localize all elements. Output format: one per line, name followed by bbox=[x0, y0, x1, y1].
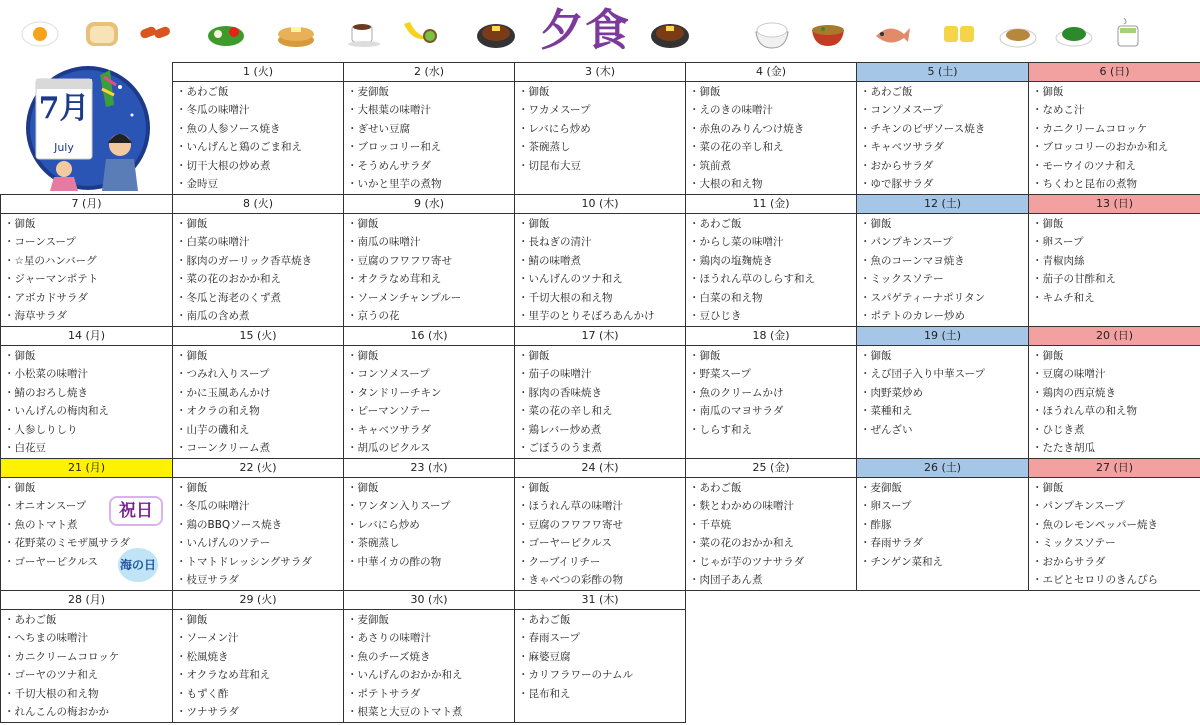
menu-item: ・ 茄子の甘酢和え bbox=[1032, 270, 1200, 288]
day-menu-cell bbox=[343, 610, 515, 723]
menu-item: ・ モーウイのツナ和え bbox=[1032, 157, 1200, 175]
menu-item: ・ いんげんのおかか和え bbox=[347, 666, 514, 684]
day-header: 31 (木) bbox=[514, 590, 686, 610]
menu-item: ・ 御飯 bbox=[176, 215, 343, 233]
menu-item: ・ コーンクリーム煮 bbox=[176, 439, 343, 457]
menu-item: ・ 御飯 bbox=[689, 83, 856, 101]
day-menu-cell bbox=[172, 214, 344, 327]
day-header: 21 (月) bbox=[0, 458, 173, 478]
menu-item: ・ 切昆布大豆 bbox=[518, 157, 685, 175]
menu-item: ・ 魚のトマト煮 bbox=[4, 516, 172, 534]
day-menu-cell bbox=[0, 214, 173, 327]
menu-item: ・ 白菜の味噌汁 bbox=[176, 233, 343, 251]
day-menu-cell bbox=[514, 82, 686, 195]
menu-item: ・ あわご飯 bbox=[689, 215, 856, 233]
menu-item: ・ 御飯 bbox=[4, 479, 172, 497]
menu-item: ・ アボカドサラダ bbox=[4, 289, 172, 307]
day-menu-cell bbox=[856, 82, 1029, 195]
green-tea-icon bbox=[1108, 14, 1148, 50]
menu-item: ・ キムチ和え bbox=[1032, 289, 1200, 307]
day-menu-cell bbox=[685, 478, 857, 591]
day-header: 25 (金) bbox=[685, 458, 857, 478]
menu-item: ・ そうめんサラダ bbox=[347, 157, 514, 175]
menu-item: ・ 豆腐の味噌汁 bbox=[1032, 365, 1200, 383]
menu-item: ・ 京うの花 bbox=[347, 307, 514, 325]
menu-item: ・ いんげんのツナ和え bbox=[518, 270, 685, 288]
day-header: 23 (水) bbox=[343, 458, 515, 478]
day-menu-cell bbox=[514, 610, 686, 723]
menu-item: ・ 花野菜のミモザ風サラダ bbox=[4, 534, 172, 552]
menu-item: ・ 御飯 bbox=[347, 479, 514, 497]
day-menu-cell bbox=[856, 346, 1029, 459]
day-header: 11 (金) bbox=[685, 194, 857, 214]
menu-item: ・ 冬瓜の味噌汁 bbox=[176, 497, 343, 515]
day-header: 5 (土) bbox=[856, 62, 1029, 82]
menu-item: ・ ゴーヤーピクルス bbox=[518, 534, 685, 552]
menu-item: ・ あわご飯 bbox=[4, 611, 172, 629]
menu-item: ・ キャベツサラダ bbox=[347, 421, 514, 439]
menu-item: ・ 麦御飯 bbox=[860, 479, 1028, 497]
menu-item: ・ ピーマンソテー bbox=[347, 402, 514, 420]
menu-item: ・ エビとセロリのきんぴら bbox=[1032, 571, 1200, 589]
menu-item: ・ 豆ひじき bbox=[689, 307, 856, 325]
menu-item: ・ ゴーヤのツナ和え bbox=[4, 666, 172, 684]
menu-item: ・ なめこ汁 bbox=[1032, 101, 1200, 119]
day-header: 24 (木) bbox=[514, 458, 686, 478]
menu-item: ・ あさりの味噌汁 bbox=[347, 629, 514, 647]
page-title: 夕食 bbox=[540, 5, 630, 56]
menu-item: ・ からし菜の味噌汁 bbox=[689, 233, 856, 251]
menu-item: ・ 豆腐のフワフワ寄せ bbox=[347, 252, 514, 270]
day-header: 8 (火) bbox=[172, 194, 344, 214]
day-header: 30 (水) bbox=[343, 590, 515, 610]
menu-item: ・ コンソメスープ bbox=[860, 101, 1028, 119]
menu-item: ・ 御飯 bbox=[347, 347, 514, 365]
menu-item: ・ あわご飯 bbox=[518, 611, 685, 629]
day-header: 18 (金) bbox=[685, 326, 857, 346]
menu-item: ・ オクラなめ茸和え bbox=[347, 270, 514, 288]
menu-item: ・ オクラなめ茸和え bbox=[176, 666, 343, 684]
menu-item: ・ 御飯 bbox=[518, 215, 685, 233]
menu-item: ・ ブロッコリー和え bbox=[347, 138, 514, 156]
day-header: 28 (月) bbox=[0, 590, 173, 610]
day-header: 10 (木) bbox=[514, 194, 686, 214]
menu-item: ・ スパゲティーナポリタン bbox=[860, 289, 1028, 307]
day-menu-cell bbox=[0, 478, 173, 591]
menu-item: ・ 春雨サラダ bbox=[860, 534, 1028, 552]
menu-item: ・ いんげんの梅肉和え bbox=[4, 402, 172, 420]
menu-item: ・ 鯖の味噌煮 bbox=[518, 252, 685, 270]
menu-item: ・ 鯖のおろし焼き bbox=[4, 384, 172, 402]
menu-item: ・ へちまの味噌汁 bbox=[4, 629, 172, 647]
menu-item: ・ 鶏のBBQソース焼き bbox=[176, 516, 343, 534]
menu-item: ・ 枝豆サラダ bbox=[176, 571, 343, 589]
menu-item: ・ 昆布和え bbox=[518, 685, 685, 703]
menu-item: ・ ブロッコリーのおかか和え bbox=[1032, 138, 1200, 156]
menu-item: ・ 白菜の和え物 bbox=[689, 289, 856, 307]
menu-item: ・ あわご飯 bbox=[689, 479, 856, 497]
menu-item: ・ 胡瓜のピクルス bbox=[347, 439, 514, 457]
menu-item: ・ 御飯 bbox=[689, 347, 856, 365]
menu-item: ・ 小松菜の味噌汁 bbox=[4, 365, 172, 383]
menu-item: ・ 鶏レバー炒め煮 bbox=[518, 421, 685, 439]
day-menu-cell bbox=[343, 346, 515, 459]
day-menu-cell bbox=[1028, 82, 1200, 195]
menu-item: ・ 御飯 bbox=[1032, 347, 1200, 365]
menu-item: ・ 豆腐のフワフワ寄せ bbox=[518, 516, 685, 534]
menu-item: ・ いんげんのソテー bbox=[176, 534, 343, 552]
day-header: 15 (火) bbox=[172, 326, 344, 346]
day-header: 26 (土) bbox=[856, 458, 1029, 478]
day-header: 19 (土) bbox=[856, 326, 1029, 346]
menu-item: ・ ごぼうのうま煮 bbox=[518, 439, 685, 457]
menu-item: ・ 麻婆豆腐 bbox=[518, 648, 685, 666]
menu-item: ・ タンドリーチキン bbox=[347, 384, 514, 402]
header bbox=[0, 0, 1200, 62]
menu-item: ・ 魚のクリームかけ bbox=[689, 384, 856, 402]
menu-item: ・ じゃが芋のツナサラダ bbox=[689, 553, 856, 571]
menu-item: ・ きゃべつの彩酢の物 bbox=[518, 571, 685, 589]
day-menu-cell bbox=[172, 610, 344, 723]
menu-item: ・ オクラの和え物 bbox=[176, 402, 343, 420]
menu-item: ・ 筑前煮 bbox=[689, 157, 856, 175]
menu-item: ・ 御飯 bbox=[1032, 215, 1200, 233]
menu-item: ・ ぎせい豆腐 bbox=[347, 120, 514, 138]
menu-item: ・ ほうれん草のしらす和え bbox=[689, 270, 856, 288]
menu-item: ・ 菜の花のおかか和え bbox=[176, 270, 343, 288]
menu-item: ・ ゆで豚サラダ bbox=[860, 175, 1028, 193]
menu-item: ・ しらす和え bbox=[689, 421, 856, 439]
day-header: 1 (火) bbox=[172, 62, 344, 82]
menu-item: ・ 野菜スープ bbox=[689, 365, 856, 383]
grilled-fish-icon bbox=[872, 14, 912, 50]
menu-item: ・ カリフラワーのナムル bbox=[518, 666, 685, 684]
day-menu-cell bbox=[1028, 346, 1200, 459]
menu-item: ・ 大根の和え物 bbox=[689, 175, 856, 193]
day-header: 4 (金) bbox=[685, 62, 857, 82]
menu-item: ・ ほうれん草の味噌汁 bbox=[518, 497, 685, 515]
menu-item: ・ 御飯 bbox=[1032, 83, 1200, 101]
menu-item: ・ いんげんと鶏のごま和え bbox=[176, 138, 343, 156]
month-english: July bbox=[54, 141, 74, 154]
menu-item: ・ チンゲン菜和え bbox=[860, 553, 1028, 571]
menu-item: ・ 麩とわかめの味噌汁 bbox=[689, 497, 856, 515]
menu-item: ・ 鶏肉の西京焼き bbox=[1032, 384, 1200, 402]
menu-item: ・ 青椒肉絲 bbox=[1032, 252, 1200, 270]
menu-item: ・ あわご飯 bbox=[860, 83, 1028, 101]
hamburg-steak-icon bbox=[476, 14, 516, 50]
menu-item: ・ ぜんざい bbox=[860, 421, 1028, 439]
menu-item: ・ 切干大根の炒め煮 bbox=[176, 157, 343, 175]
menu-item: ・ 卵スープ bbox=[1032, 233, 1200, 251]
menu-item: ・ 春雨スープ bbox=[518, 629, 685, 647]
menu-item: ・ ジャーマンポテト bbox=[4, 270, 172, 288]
day-menu-cell bbox=[0, 610, 173, 723]
day-header: 12 (土) bbox=[856, 194, 1029, 214]
day-header: 22 (火) bbox=[172, 458, 344, 478]
menu-item: ・ 卵スープ bbox=[860, 497, 1028, 515]
menu-item: ・ 冬瓜の味噌汁 bbox=[176, 101, 343, 119]
day-header: 7 (月) bbox=[0, 194, 173, 214]
menu-item: ・ 金時豆 bbox=[176, 175, 343, 193]
holiday-badge: 祝日 bbox=[109, 496, 163, 526]
menu-item: ・ トマトドレッシングサラダ bbox=[176, 553, 343, 571]
menu-item: ・ 御飯 bbox=[347, 215, 514, 233]
day-menu-cell bbox=[172, 346, 344, 459]
menu-item: ・ 肉野菜炒め bbox=[860, 384, 1028, 402]
rice-bowl-icon bbox=[752, 14, 792, 50]
menu-item: ・ 菜の花のおかか和え bbox=[689, 534, 856, 552]
day-menu-cell bbox=[856, 214, 1029, 327]
menu-item: ・ おからサラダ bbox=[1032, 553, 1200, 571]
day-header: 29 (火) bbox=[172, 590, 344, 610]
menu-item: ・ もずく酢 bbox=[176, 685, 343, 703]
menu-item: ・ 茄子の味噌汁 bbox=[518, 365, 685, 383]
menu-item: ・ ソーメンチャンプルー bbox=[347, 289, 514, 307]
menu-item: ・ 海草サラダ bbox=[4, 307, 172, 325]
menu-item: ・ カニクリームコロッケ bbox=[4, 648, 172, 666]
menu-item: ・ 人参しりしり bbox=[4, 421, 172, 439]
menu-item: ・ 御飯 bbox=[518, 83, 685, 101]
day-menu-cell bbox=[1028, 214, 1200, 327]
menu-calendar bbox=[0, 62, 1200, 725]
menu-item: ・ 里芋のとりそぼろあんかけ bbox=[518, 307, 685, 325]
pancake-icon bbox=[276, 14, 316, 50]
menu-item: ・ ミックスソテー bbox=[1032, 534, 1200, 552]
menu-item: ・ 御飯 bbox=[176, 479, 343, 497]
menu-item: ・ 御飯 bbox=[176, 347, 343, 365]
menu-item: ・ ゴーヤーピクルス bbox=[4, 553, 172, 571]
menu-item: ・ 冬瓜と海老のくず煮 bbox=[176, 289, 343, 307]
menu-item: ・ ☆星のハンバーグ bbox=[4, 252, 172, 270]
menu-item: ・ ソーメン汁 bbox=[176, 629, 343, 647]
menu-item: ・ えのきの味噌汁 bbox=[689, 101, 856, 119]
menu-item: ・ パンプキンスープ bbox=[1032, 497, 1200, 515]
menu-item: ・ 魚の人参ソース焼き bbox=[176, 120, 343, 138]
menu-item: ・ つみれ入りスープ bbox=[176, 365, 343, 383]
menu-item: ・ オニオンスープ bbox=[4, 497, 172, 515]
day-header: 16 (水) bbox=[343, 326, 515, 346]
menu-item: ・ キャベツサラダ bbox=[860, 138, 1028, 156]
day-header: 2 (水) bbox=[343, 62, 515, 82]
menu-item: ・ ほうれん草の和え物 bbox=[1032, 402, 1200, 420]
menu-item: ・ 千切大根の和え物 bbox=[518, 289, 685, 307]
menu-item: ・ チキンのピザソース焼き bbox=[860, 120, 1028, 138]
menu-item: ・ 肉団子あん煮 bbox=[689, 571, 856, 589]
menu-item: ・ 魚のコーンマヨ焼き bbox=[860, 252, 1028, 270]
menu-item: ・ 赤魚のみりんつけ焼き bbox=[689, 120, 856, 138]
menu-item: ・ 千草焼 bbox=[689, 516, 856, 534]
menu-item: ・ コーンスープ bbox=[4, 233, 172, 251]
day-menu-cell bbox=[856, 478, 1029, 591]
menu-item: ・ 麦御飯 bbox=[347, 611, 514, 629]
tamagoyaki-icon bbox=[940, 14, 980, 50]
menu-item: ・ ポテトサラダ bbox=[347, 685, 514, 703]
day-header: 6 (日) bbox=[1028, 62, 1200, 82]
menu-item: ・ 御飯 bbox=[518, 347, 685, 365]
menu-item: ・ ワンタン入りスープ bbox=[347, 497, 514, 515]
day-menu-cell bbox=[172, 478, 344, 591]
menu-item: ・ コンソメスープ bbox=[347, 365, 514, 383]
menu-item: ・ 豚肉の香味焼き bbox=[518, 384, 685, 402]
menu-item: ・ 鶏肉の塩麹焼き bbox=[689, 252, 856, 270]
menu-item: ・ 菜の花の辛し和え bbox=[689, 138, 856, 156]
natto-icon bbox=[998, 14, 1038, 50]
menu-item: ・ 御飯 bbox=[176, 611, 343, 629]
day-menu-cell bbox=[343, 82, 515, 195]
menu-item: ・ 南瓜の含め煮 bbox=[176, 307, 343, 325]
menu-item: ・ 茶碗蒸し bbox=[347, 534, 514, 552]
menu-item: ・ 茶碗蒸し bbox=[518, 138, 685, 156]
coffee-cup-icon bbox=[344, 14, 384, 50]
menu-item: ・ 根菜と大豆のトマト煮 bbox=[347, 703, 514, 721]
menu-item: ・ 酢豚 bbox=[860, 516, 1028, 534]
menu-item: ・ クーブイリチー bbox=[518, 553, 685, 571]
day-menu-cell bbox=[685, 214, 857, 327]
day-header: 14 (月) bbox=[0, 326, 173, 346]
menu-item: ・ パンプキンスープ bbox=[860, 233, 1028, 251]
day-menu-cell bbox=[514, 478, 686, 591]
menu-item: ・ 大根葉の味噌汁 bbox=[347, 101, 514, 119]
day-menu-cell bbox=[0, 346, 173, 459]
day-header: 17 (木) bbox=[514, 326, 686, 346]
day-menu-cell bbox=[1028, 478, 1200, 591]
menu-item: ・ 御飯 bbox=[4, 215, 172, 233]
banana-kiwi-icon bbox=[400, 14, 440, 50]
salad-icon bbox=[206, 14, 246, 50]
day-menu-cell bbox=[514, 214, 686, 327]
month-label: 7月 bbox=[38, 91, 90, 126]
menu-item: ・ れんこんの梅おかか bbox=[4, 703, 172, 721]
menu-item: ・ 御飯 bbox=[1032, 479, 1200, 497]
menu-item: ・ カニクリームコロッケ bbox=[1032, 120, 1200, 138]
menu-item: ・ 菜の花の辛し和え bbox=[518, 402, 685, 420]
menu-item: ・ えび団子入り中華スープ bbox=[860, 365, 1028, 383]
menu-item: ・ ワカメスープ bbox=[518, 101, 685, 119]
menu-item: ・ 麦御飯 bbox=[347, 83, 514, 101]
menu-item: ・ おからサラダ bbox=[860, 157, 1028, 175]
menu-item: ・ 菜種和え bbox=[860, 402, 1028, 420]
day-header: 27 (日) bbox=[1028, 458, 1200, 478]
menu-item: ・ 山芋の磯和え bbox=[176, 421, 343, 439]
menu-item: ・ 魚のチーズ焼き bbox=[347, 648, 514, 666]
menu-item: ・ 御飯 bbox=[860, 347, 1028, 365]
menu-item: ・ 御飯 bbox=[4, 347, 172, 365]
menu-item: ・ いかと里芋の煮物 bbox=[347, 175, 514, 193]
day-menu-cell bbox=[172, 82, 344, 195]
menu-item: ・ ちくわと昆布の煮物 bbox=[1032, 175, 1200, 193]
day-menu-cell bbox=[343, 214, 515, 327]
menu-item: ・ 豚肉のガーリック香草焼き bbox=[176, 252, 343, 270]
bread-icon bbox=[82, 14, 122, 50]
day-header: 3 (木) bbox=[514, 62, 686, 82]
menu-item: ・ レバにら炒め bbox=[347, 516, 514, 534]
menu-item: ・ かに玉風あんかけ bbox=[176, 384, 343, 402]
menu-item: ・ 南瓜のマヨサラダ bbox=[689, 402, 856, 420]
sausage-icon bbox=[138, 14, 178, 50]
menu-item: ・ 千切大根の和え物 bbox=[4, 685, 172, 703]
miso-soup-icon bbox=[808, 14, 848, 50]
menu-item: ・ 中華イカの酢の物 bbox=[347, 553, 514, 571]
menu-item: ・ 長ねぎの清汁 bbox=[518, 233, 685, 251]
menu-item: ・ 御飯 bbox=[860, 215, 1028, 233]
menu-item: ・ たたき胡瓜 bbox=[1032, 439, 1200, 457]
menu-item: ・ ひじき煮 bbox=[1032, 421, 1200, 439]
menu-item: ・ あわご飯 bbox=[176, 83, 343, 101]
day-menu-cell bbox=[343, 478, 515, 591]
menu-item: ・ 南瓜の味噌汁 bbox=[347, 233, 514, 251]
menu-item: ・ ツナサラダ bbox=[176, 703, 343, 721]
day-menu-cell bbox=[685, 346, 857, 459]
menu-item: ・ ミックスソテー bbox=[860, 270, 1028, 288]
menu-item: ・ 御飯 bbox=[518, 479, 685, 497]
hamburg-steak-icon bbox=[650, 14, 690, 50]
marine-day-badge: 海の日 bbox=[118, 548, 158, 582]
day-menu-cell bbox=[685, 82, 857, 195]
day-header: 9 (水) bbox=[343, 194, 515, 214]
day-menu-cell bbox=[514, 346, 686, 459]
menu-item: ・ レバにら炒め bbox=[518, 120, 685, 138]
spinach-icon bbox=[1054, 14, 1094, 50]
menu-item: ・ 白花豆 bbox=[4, 439, 172, 457]
day-header: 20 (日) bbox=[1028, 326, 1200, 346]
menu-item: ・ 松風焼き bbox=[176, 648, 343, 666]
menu-item: ・ 魚のレモンペッパー焼き bbox=[1032, 516, 1200, 534]
fried-egg-icon bbox=[20, 14, 60, 50]
menu-item: ・ ポテトのカレー炒め bbox=[860, 307, 1028, 325]
day-header: 13 (日) bbox=[1028, 194, 1200, 214]
